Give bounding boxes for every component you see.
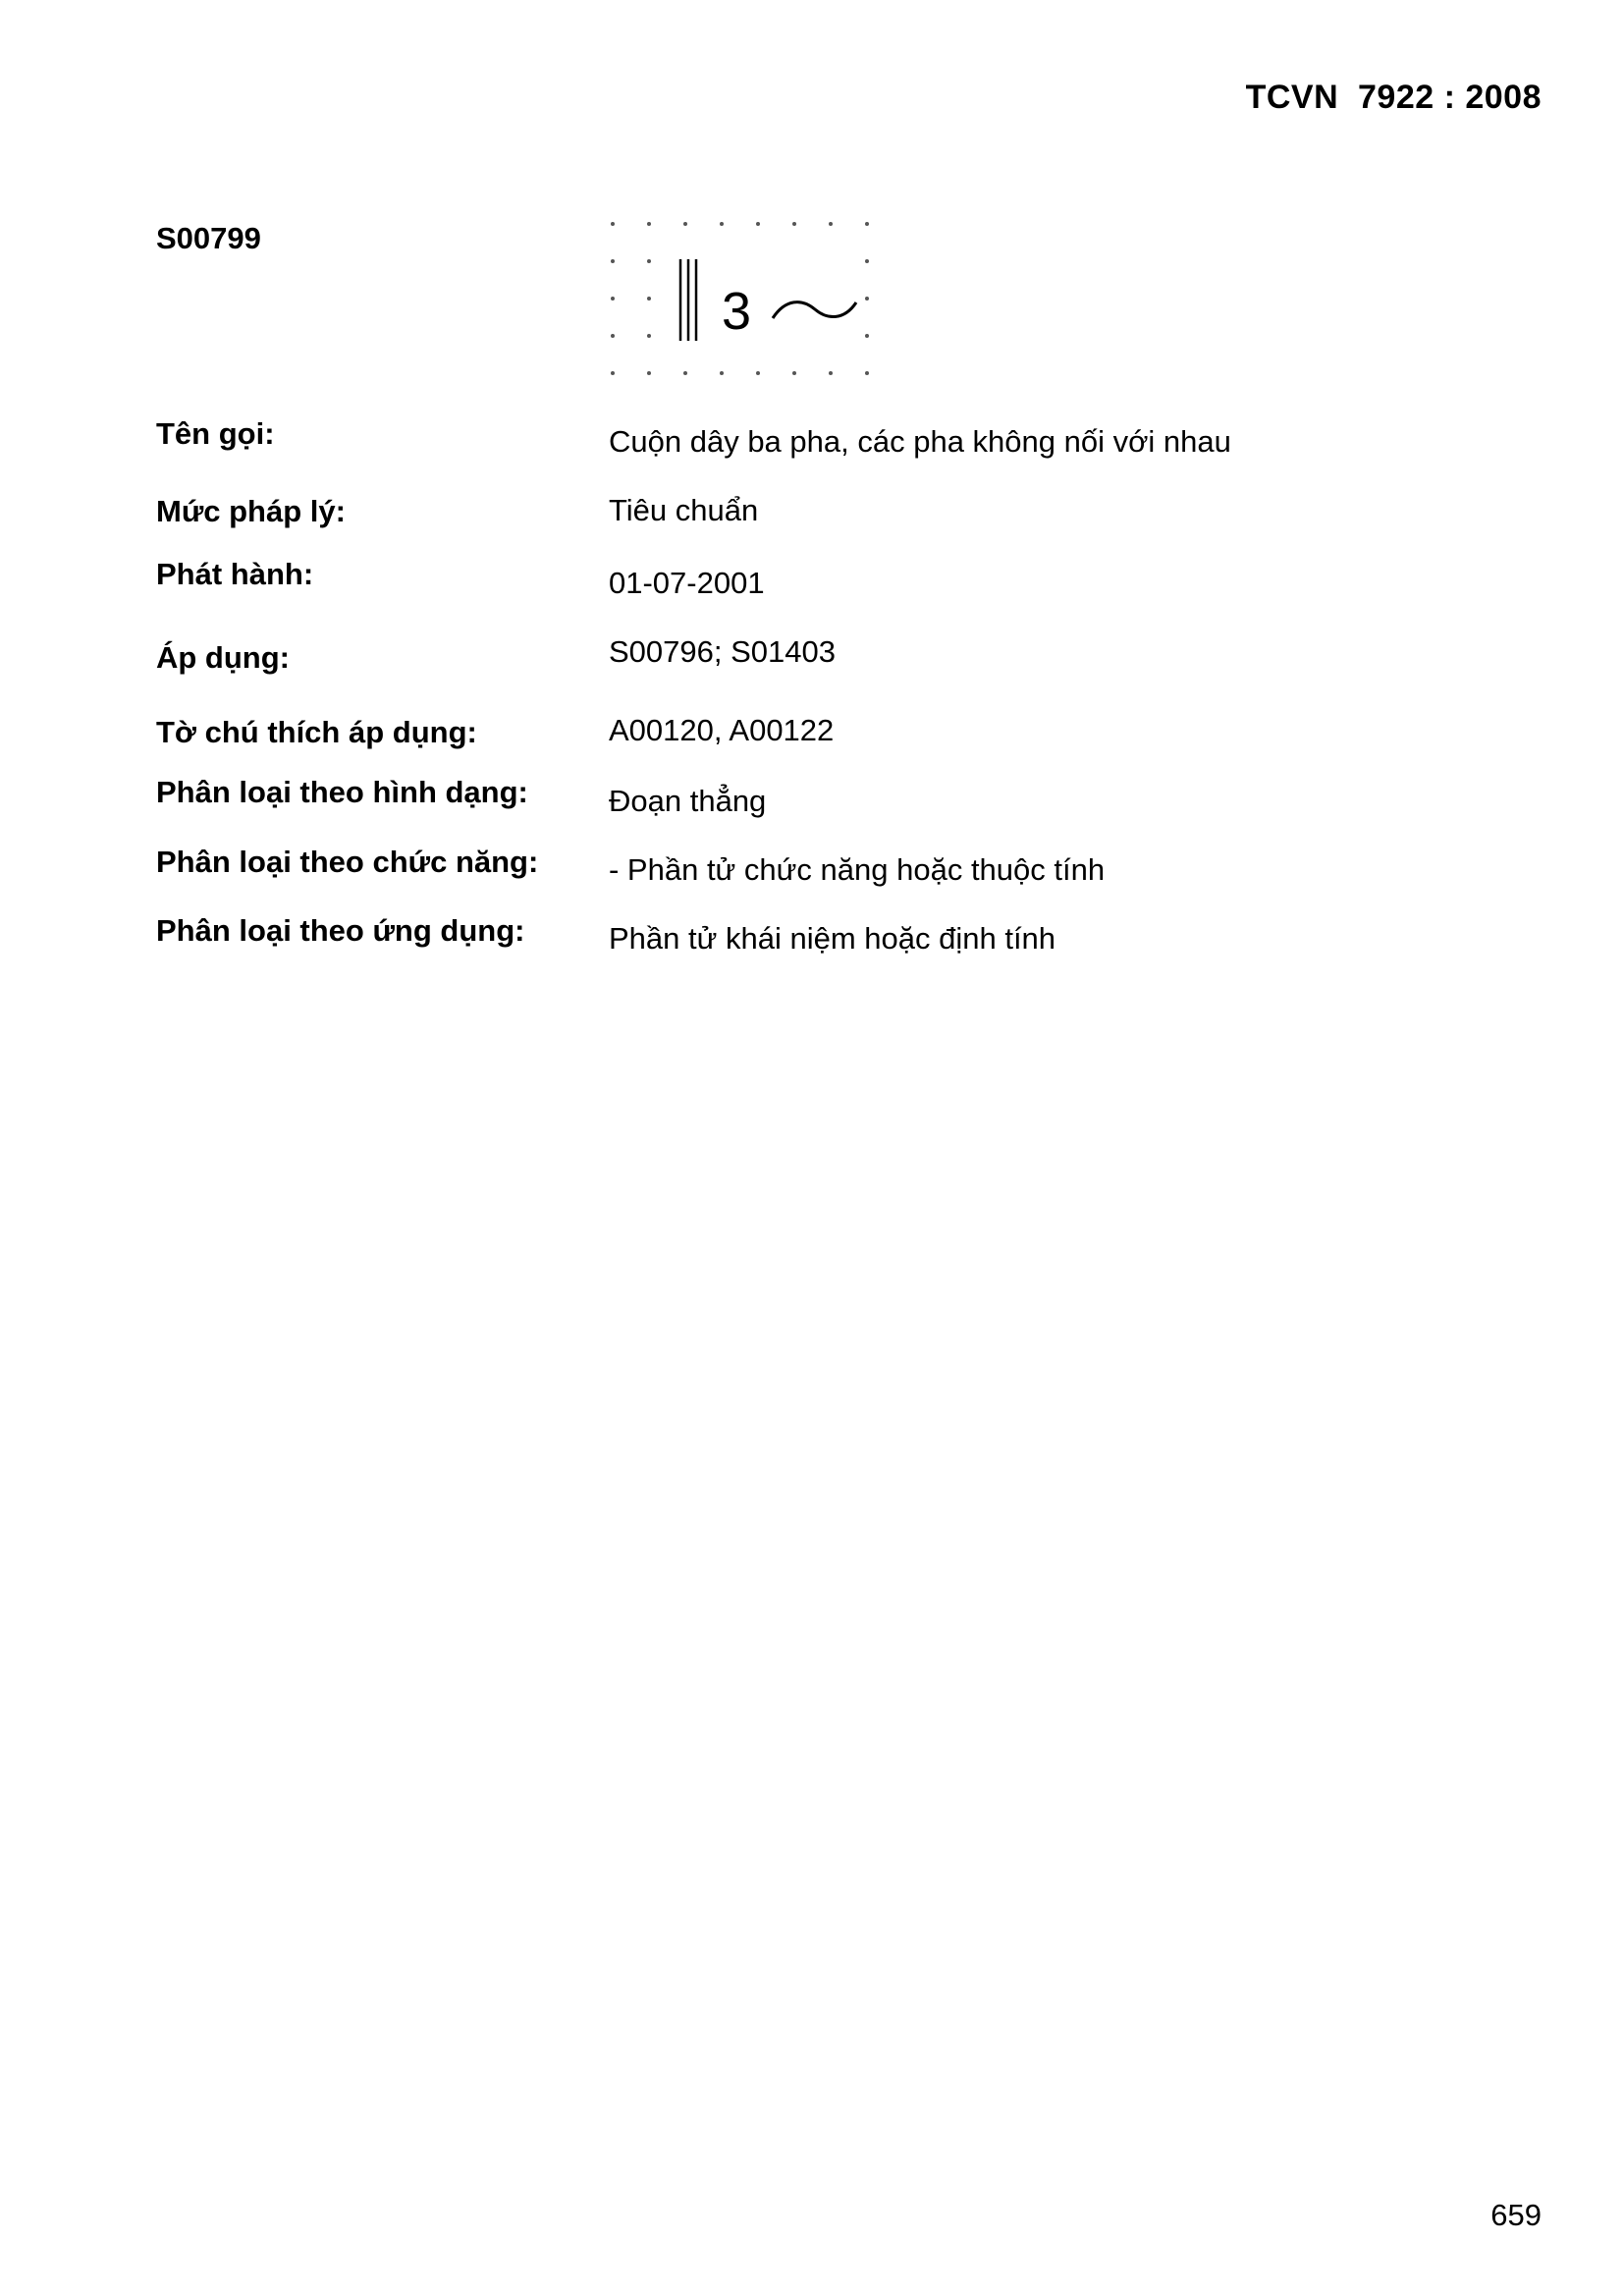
grid-dot [611,259,615,263]
grid-dot [720,222,724,226]
field-value-phat-hanh: 01-07-2001 [609,566,765,600]
grid-dot [756,371,760,375]
page-number: 659 [1490,2198,1542,2232]
grid-dot [647,297,651,301]
grid-dot [829,222,833,226]
field-label-phan-loai-hinh-dang: Phân loại theo hình dạng: [156,775,528,809]
standard-header: TCVN 7922 : 2008 [1245,79,1542,116]
field-value-phan-loai-ung-dung: Phần tử khái niệm hoặc định tính [609,921,1056,956]
grid-dot [792,371,796,375]
field-value-phan-loai-hinh-dang: Đoạn thẳng [609,784,767,818]
field-label-ap-dung: Áp dụng: [156,640,291,675]
grid-dot [647,222,651,226]
symbol-id: S00799 [156,221,261,255]
grid-dot [829,371,833,375]
phase-count-number: 3 [722,282,752,341]
field-value-phan-loai-chuc-nang: - Phần tử chức năng hoặc thuộc tính [609,852,1106,887]
grid-dot [611,297,615,301]
grid-dot [611,371,615,375]
grid-dot [720,371,724,375]
grid-dot [865,334,869,338]
grid-dot [611,222,615,226]
grid-dot [611,334,615,338]
field-label-phat-hanh: Phát hành: [156,557,314,591]
field-label-phan-loai-chuc-nang: Phân loại theo chức năng: [156,845,539,879]
field-value-muc-phap-ly: Tiêu chuẩn [609,493,759,527]
grid-dot [683,371,687,375]
three-phase-winding-symbol-icon [601,208,895,393]
grid-dot [683,222,687,226]
field-value-ten-goi: Cuộn dây ba pha, các pha không nối với nhau [609,424,1231,459]
field-label-ten-goi: Tên gọi: [156,416,275,451]
grid-dot [647,259,651,263]
field-label-to-chu-thich: Tờ chú thích áp dụng: [156,715,477,749]
grid-dot [756,222,760,226]
grid-dot [647,334,651,338]
field-label-muc-phap-ly: Mức pháp lý: [156,494,346,528]
grid-dot [792,222,796,226]
field-value-ap-dung: S00796; S01403 [609,634,836,669]
grid-dot [865,259,869,263]
grid-dot [865,297,869,301]
field-value-to-chu-thich: A00120, A00122 [609,713,835,747]
field-label-phan-loai-ung-dung: Phân loại theo ứng dụng: [156,913,525,948]
grid-dot [865,222,869,226]
grid-dot [647,371,651,375]
alternating-current-wave-icon [773,302,856,318]
grid-dot [865,371,869,375]
